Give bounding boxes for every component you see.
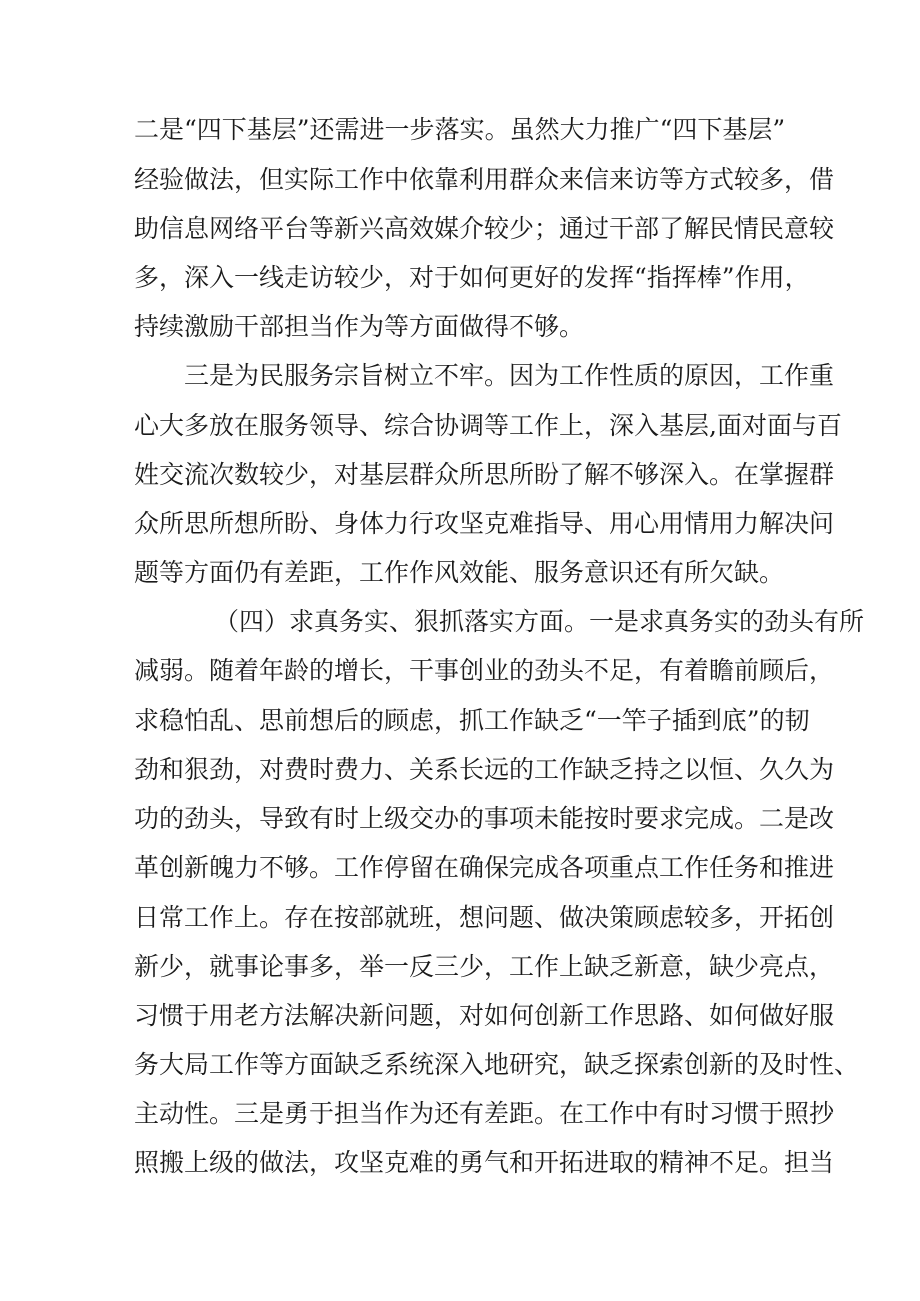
section-heading-line: （四）求真务实、狠抓落实方面。一是求真务实的劲头有所: [214, 607, 865, 636]
text-line: 功的劲头，导致有时上级交办的事项未能按时要求完成。二是改: [134, 804, 835, 833]
text-line: 求稳怕乱、思前想后的顾虑，抓工作缺乏“一竿子插到底”的韧: [134, 706, 810, 735]
text-line: 姓交流次数较少，对基层群众所思所盼了解不够深入。在掌握群: [134, 460, 835, 489]
text-line: 经验做法，但实际工作中依靠利用群众来信来访等方式较多，借: [134, 165, 835, 194]
text-line: 新少，就事论事多，举一反三少，工作上缺乏新意，缺少亮点，: [134, 952, 835, 981]
text-line: 照搬上级的做法，攻坚克难的勇气和开拓进取的精神不足。担当: [134, 1148, 835, 1177]
text-line: 劲和狠劲，对费时费力、关系长远的工作缺乏持之以恒、久久为: [134, 755, 835, 784]
text-line: 革创新魄力不够。工作停留在确保完成各项重点工作任务和推进: [134, 853, 835, 882]
text-line: 减弱。随着年龄的增长，干事创业的劲头不足，有着瞻前顾后，: [134, 656, 835, 685]
text-line: 持续激励干部担当作为等方面做得不够。: [134, 312, 585, 341]
text-line: 二是“四下基层”还需进一步落实。虽然大力推广“四下基层”: [134, 115, 786, 144]
text-line: 题等方面仍有差距，工作作风效能、服务意识还有所欠缺。: [134, 558, 785, 587]
paragraph-start-line: 三是为民服务宗旨树立不牢。因为工作性质的原因，工作重: [184, 361, 835, 390]
text-line: 众所思所想所盼、身体力行攻坚克难指导、用心用情用力解决问: [134, 509, 835, 538]
text-line: 助信息网络平台等新兴高效媒介较少；通过干部了解民情民意较: [134, 214, 835, 243]
text-line: 多，深入一线走访较少，对于如何更好的发挥“指挥棒”作用，: [134, 263, 810, 292]
text-line: 日常工作上。存在按部就班，想问题、做决策顾虑较多，开拓创: [134, 903, 835, 932]
text-line: 习惯于用老方法解决新问题，对如何创新工作思路、如何做好服: [134, 1001, 835, 1030]
text-line: 主动性。三是勇于担当作为还有差距。在工作中有时习惯于照抄: [134, 1099, 835, 1128]
text-line: 务大局工作等方面缺乏系统深入地研究，缺乏探索创新的及时性、: [134, 1050, 860, 1079]
text-line: 心大多放在服务领导、综合协调等工作上，深入基层,面对面与百: [134, 411, 842, 440]
